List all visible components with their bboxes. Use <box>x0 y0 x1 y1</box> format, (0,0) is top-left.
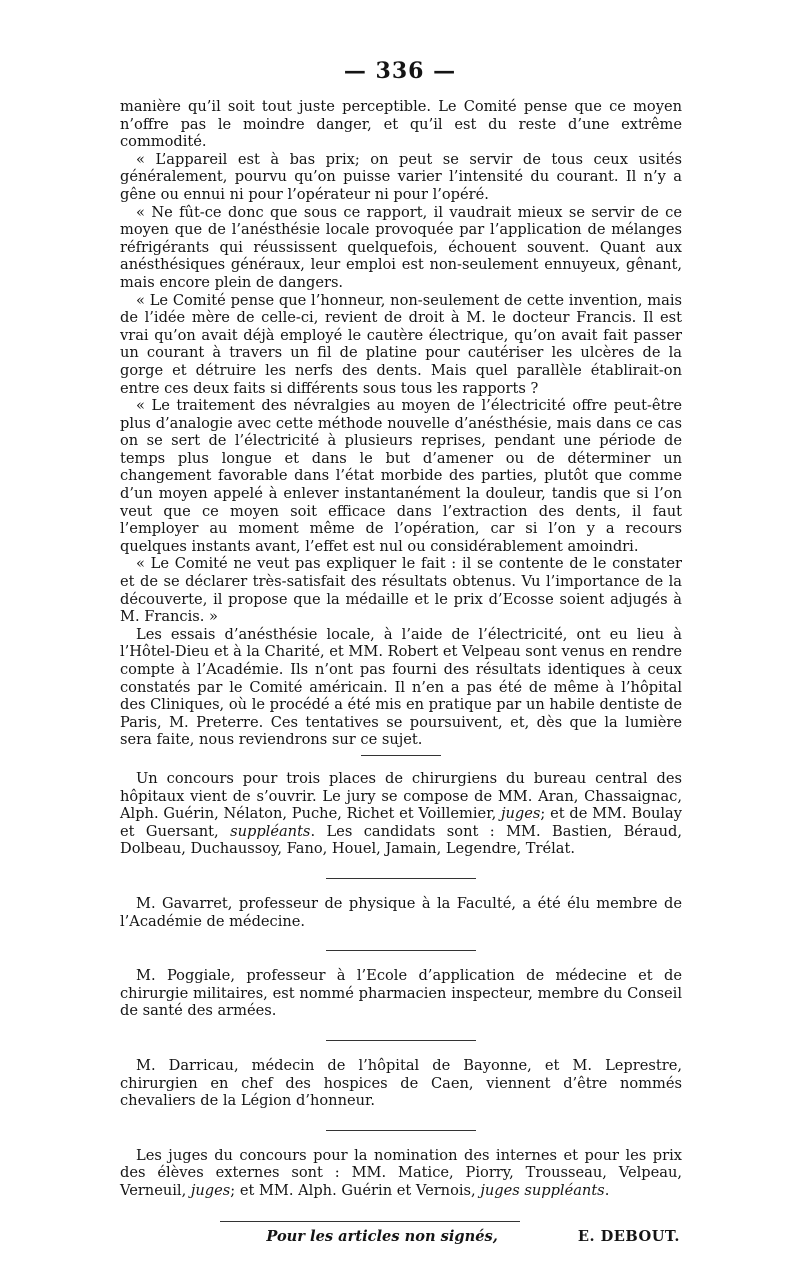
paragraph: « Le Comité ne veut pas expliquer le fait : il se contente de le constater et de se déclarer très-satisfait des résultats obtenus. Vu l’importance de la découverte, il propose que la médaille et le prix d’Ecosse soient adjugés à M. Francis. » <box>120 555 682 626</box>
paragraph: « Ne fût-ce donc que sous ce rapport, il vaudrait mieux se servir de ce moyen que de l’anésthésie locale provoquée par l’application de mélanges réfrigérants qui réussissent quelquefois, échouent souvent. Quant aux anésthésiques généraux, leur emploi est non-seulement ennuyeux, gênant, mais encore plein de dangers. <box>120 203 682 291</box>
paragraph: « L’appareil est à bas prix; on peut se servir de tous ceux usités généralement, pourvu qu’on puisse varier l’intensité du courant. Il n’y a gêne ou ennui ni pour l’opérateur ni pour l’opéré. <box>120 150 682 203</box>
section-divider <box>326 1130 476 1131</box>
news-text: . <box>604 1181 610 1199</box>
signature-rule <box>220 1221 520 1222</box>
news-text: ; et MM. Alph. Guérin et Vernois, <box>230 1181 481 1199</box>
section-divider <box>326 950 476 951</box>
signature-name: E. DEBOUT. <box>577 1228 680 1246</box>
signature-line <box>120 1228 682 1246</box>
paragraph: Les essais d’anésthésie locale, à l’aide de l’électricité, ont eu lieu à l’Hôtel-Dieu et à la Charité, et MM. Robert et Velpeau sont venus en rendre compte à l’Académie. Ils n’ont pas fourni des résultats identiques à ceux constatés par le Comité américain. Il n’en a pas été de même à l’hôpital des Cliniques, où le procédé a été mis en pratique par un habile dentiste de Paris, M. Preterre. Ces tentatives se poursuivent, et, dès que la lumière sera faite, nous reviendrons sur ce sujet. <box>120 625 682 749</box>
paragraph: manière qu’il soit tout juste perceptible. Le Comité pense que ce moyen n’offre pas le moindre danger, et qu’il est du reste d’une extrême commodité. <box>120 98 682 151</box>
page-number: — 336 — <box>343 58 457 84</box>
news-poggiale: M. Poggiale, professeur à l’Ecole d’application de médecine et de chirurgie militaires, est nommé pharmacien inspecteur, membre du Conseil de santé des armées. <box>120 967 682 1020</box>
news-text: Un concours pour trois places de chirurgiens du bureau central des hôpitaux vient de s’ouvrir. Le jury se compose de MM. Aran, Chassaignac, Alph. Guérin, Nélaton, Puche, Richet et Voillemier, <box>120 769 682 823</box>
news-juges <box>120 1147 682 1200</box>
news-concours <box>120 770 682 858</box>
news-italic: juges <box>190 1181 231 1199</box>
signature-note: Pour les articles non signés, <box>266 1228 498 1246</box>
news-text: ; et de MM. Boulay et Guersant, <box>120 805 682 840</box>
news-italic: suppléants <box>230 822 311 840</box>
news-text: Les juges du concours pour la nomination des internes et pour les prix des élèves externes sont : MM. Matice, Piorry, Trousseau, Velpeau, Verneuil, <box>120 1146 682 1199</box>
paragraph: « Le Comité pense que l’honneur, non-seulement de cette invention, mais de l’idée mère de celle-ci, revient de droit à M. le docteur Francis. Il est vrai qu’on avait déjà employé le cautère électrique, qu’on avait fait passer un courant à travers un fil de platine pour cautériser les ulcères de la gorge et détruire les nerfs des dents. Mais quel parallèle établirait-on entre ces deux faits si différents sous tous les rapports ? <box>120 291 682 397</box>
news-text: . Les candidats sont : MM. Bastien, Béraud, Dolbeau, Duchaussoy, Fano, Houel, Jamain, Legendre, Trélat. <box>120 822 682 858</box>
section-divider <box>326 878 476 879</box>
section-divider <box>326 1040 476 1041</box>
section-divider <box>361 755 441 756</box>
news-italic: juges suppléants <box>480 1181 605 1199</box>
news-gavarret: M. Gavarret, professeur de physique à la Faculté, a été élu membre de l’Académie de médecine. <box>120 894 682 930</box>
page-body <box>120 98 682 1246</box>
paragraph: « Le traitement des névralgies au moyen de l’électricité offre peut-être plus d’analogie avec cette méthode nouvelle d’anésthésie, mais dans ce cas on se sert de l’électricité à plusieurs reprises, pendant une période de temps plus longue et dans le but d’amener ou de déterminer un changement favorable dans l’état morbide des parties, plutôt que comme d’un moyen appelé à enlever instantanément la douleur, tandis que si l’on veut que ce moyen soit efficace dans l’extraction des dents, il faut l’employer au moment même de l’opération, car si l’on y a recours quelques instants avant, l’effet est nul ou considérablement amoindri. <box>120 397 682 555</box>
news-darricau: M. Darricau, médecin de l’hôpital de Bayonne, et M. Leprestre, chirurgien en chef des hospices de Caen, viennent d’être nommés chevaliers de la Légion d’honneur. <box>120 1056 682 1110</box>
news-italic: juges <box>501 805 541 823</box>
